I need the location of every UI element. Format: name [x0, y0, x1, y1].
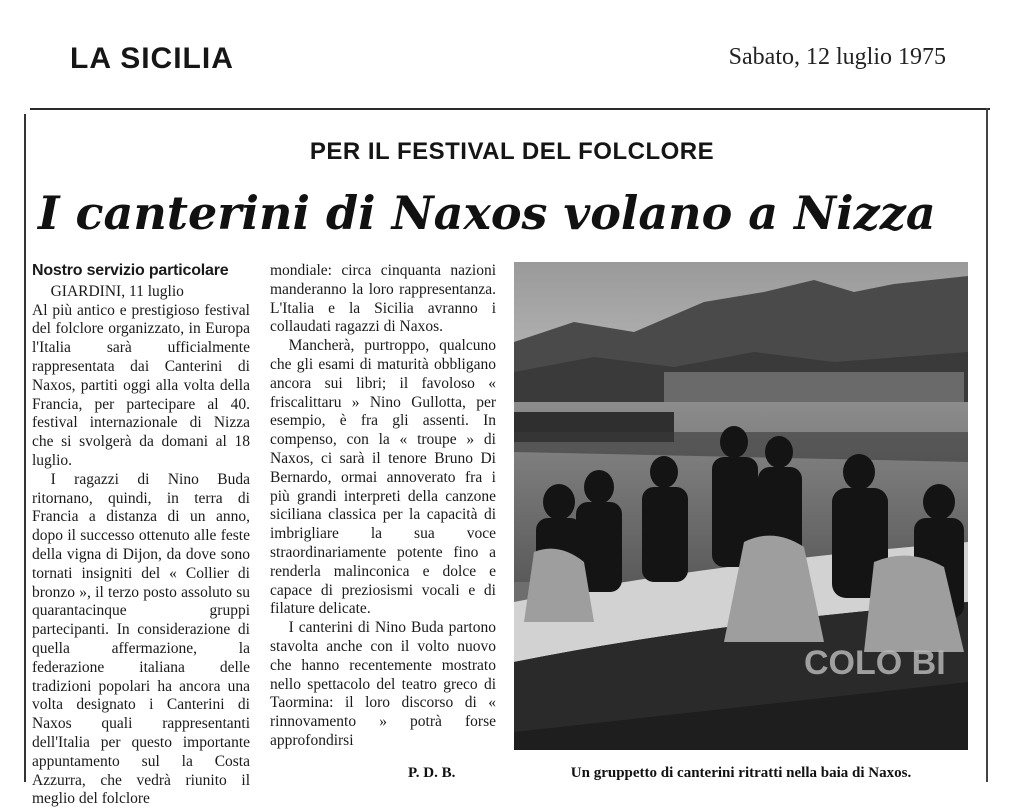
clipping-right-edge [986, 108, 988, 782]
article-kicker: PER IL FESTIVAL DEL FOLCLORE [309, 138, 715, 165]
paragraph-4: Mancherà, purtroppo, qualcuno che gli esami di maturità obbligano ancora sui libri; il favoloso « friscalittaru » Nino Gullotta, per esempio, è fra gli assenti. In compenso, con la « troupe » di Naxos, ci sarà il tenore Bruno Di Bernardo, ormai annoverato fra i più grandi interpreti della canzone siciliana classica per la capacità di imbrigliare la sua voce straordinariamente potente fino a renderla malinconica e dolce e capace di preziosismi vocali e di filature delicate. [270, 337, 496, 618]
article-photo [514, 262, 968, 750]
clipping-left-edge [24, 114, 26, 782]
paragraph-5: I canterini di Nino Buda partono stavolta anche con il volto nuovo che hanno recentemente mostrato nello spettacolo del teatro greco di Taormina: il loro discorso di « rinnovamento » potrà forse approfondirsi [270, 619, 496, 749]
author-signature: P. D. B. [408, 765, 456, 781]
photo-caption: Un gruppetto di canterini ritratti nella baia di Naxos. [570, 765, 912, 781]
paragraph-2: I ragazzi di Nino Buda ritornano, quindi, in terra di Francia a distanza di un anno, dopo il successo ottenuto alle feste della vigna di Dijon, da dove sono tornati insigniti del « Collier di bronzo », il terzo posto assoluto su quarantacinque gruppi partecipanti. In considerazione di quella affermazione, la federazione italiana delle tradizioni popolari ha ancora una volta designato i Canterini di Naxos quali rappresentanti dell'Italia per questo importante appuntamento sul la Costa Azzurra, che vedrà riunito il meglio del folclore [32, 470, 250, 808]
dateline: GIARDINI, 11 luglio [50, 282, 184, 300]
paragraph-3: mondiale: circa cinquanta nazioni manderanno la loro rappresentanza. L'Italia e la Sicilia avranno i collaudati ragazzi di Naxos. [270, 262, 496, 336]
article-column-1 [32, 262, 250, 809]
article-column-2 [270, 262, 496, 751]
svg-text:COLO BI: COLO BI [804, 644, 946, 682]
article-headline: I canterini di Naxos volano a Nizza [38, 186, 936, 240]
issue-date: Sabato, 12 luglio 1975 [728, 44, 946, 70]
top-rule [30, 108, 990, 110]
byline: Nostro servizio particolare [32, 262, 229, 279]
paragraph-1-text: Al più antico e prestigioso festival del folclore organizzato, in Europa l'Italia sarà ufficialmente rappresentata dai Canterini di Naxos, partiti oggi alla volta della Francia, per partecipare al 40. festival internazionale di Nizza che si svolgerà da domani al 18 luglio. [32, 301, 250, 469]
paragraph-1 [32, 283, 250, 471]
photo-illustration [514, 262, 968, 750]
newspaper-name: LA SICILIA [70, 42, 234, 75]
